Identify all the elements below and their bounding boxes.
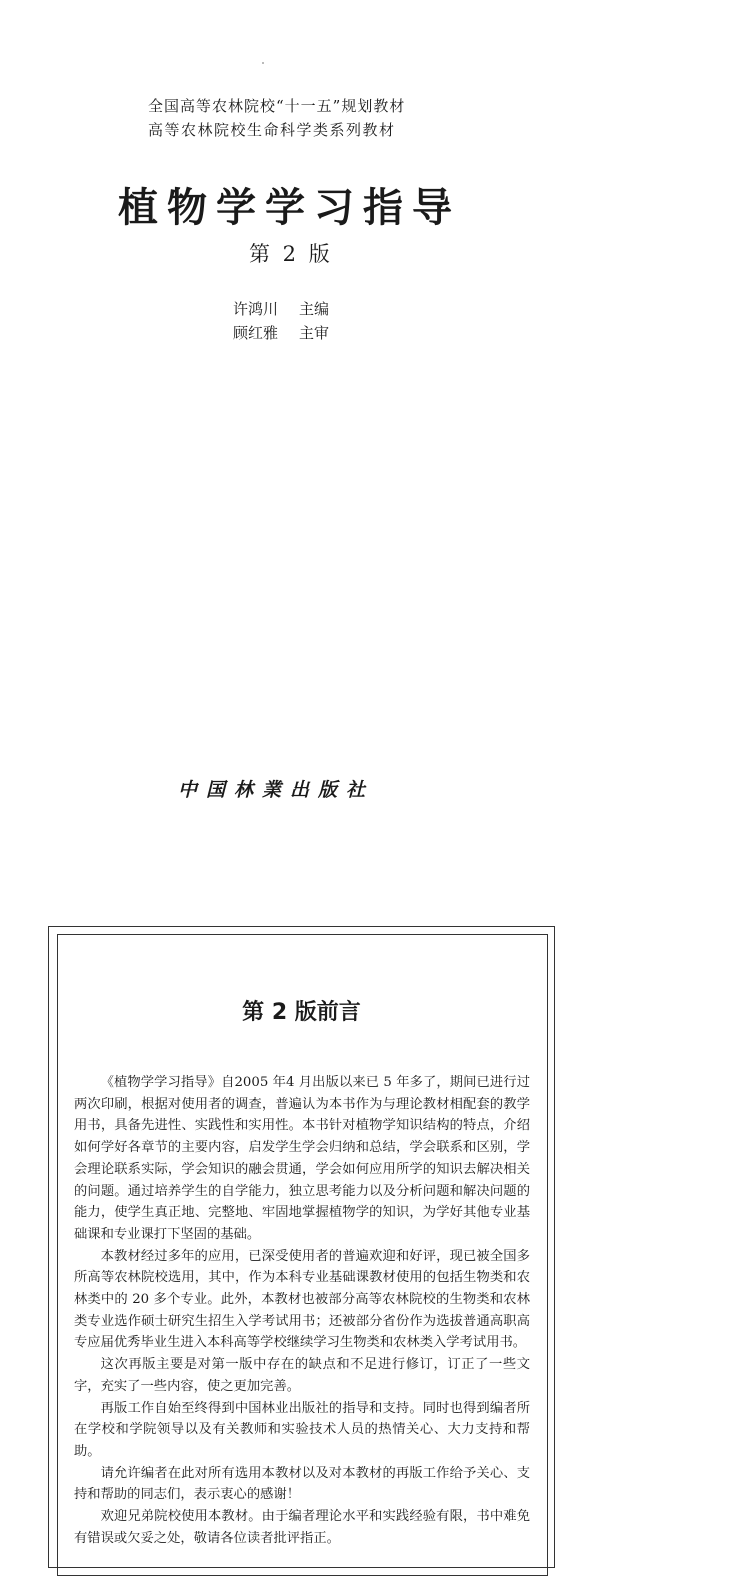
preface-paragraph: 再版工作自始至终得到中国林业出版社的指导和支持。同时也得到编者所在学校和学院领导以及有关教师和实验技术人员的热情关心、大力支持和帮助。 [74,1400,530,1459]
preface-paragraph: 本教材经过多年的应用，已深受使用者的普遍欢迎和好评，现已被全国多所高等农林院校选用，其中，作为本科专业基础课教材使用的包括生物类和农林类中的 20 多个专业。此外，本教材也被部分高等农林院校的生物类和农林类专业选作硕士研究生招生入学考试用书；还被部分省份作为选拔普通高职高专应届优秀毕业生进入本科高等学校继续学习生物类和农林类入学考试用书。 [74,1248,530,1351]
scan-speck [262,62,264,64]
series-line-1: 全国高等农林院校“十一五”规划教材 [148,97,406,115]
editor-credit [233,298,329,319]
book-title: 植物学学习指导 [118,185,461,231]
preface-body [74,1072,530,1549]
editor-role: 主编 [299,300,330,318]
preface-paragraph: 请允许编者在此对所有选用本教材以及对本教材的再版工作给予关心、支持和帮助的同志们，表示衷心的感谢！ [74,1465,530,1503]
publisher-logo-text: 中国林業出版社 [178,779,375,801]
preface-paragraph: 《植物学学习指导》自2005 年4 月出版以来已 5 年多了，期间已进行过两次印刷，根据对使用者的调查，普遍认为本书作为与理论教材相配套的教学用书，具备先进性、实践性和实用性。本书针对植物学知识结构的特点，介绍如何学好各章节的主要内容，启发学生学会归纳和总结，学会联系和区别，学会理论联系实际，学会知识的融会贯通，学会如何应用所学的知识去解决相关的问题。通过培养学生的自学能力，独立思考能力以及分析问题和解决问题的能力，使学生真正地、完整地、牢固地掌握植物学的知识，为学好其他专业基础课和专业课打下坚固的基础。 [74,1075,530,1242]
reviewer-credit [233,322,329,343]
reviewer-role: 主审 [299,324,330,342]
series-line-2: 高等农林院校生命科学类系列教材 [148,121,396,139]
edition-label: 第 2 版 [249,242,333,266]
preface-paragraph: 欢迎兄弟院校使用本教材。由于编者理论水平和实践经验有限，书中难免有错误或欠妥之处，敬请各位读者批评指正。 [74,1509,530,1546]
preface-title: 第 2 版前言 [242,1000,361,1025]
preface-paragraph: 这次再版主要是对第一版中存在的缺点和不足进行修订，订正了一些文字，充实了一些内容，使之更加完善。 [74,1357,530,1394]
reviewer-name: 顾红雅 [233,324,279,342]
editor-name: 许鸿川 [233,300,279,318]
